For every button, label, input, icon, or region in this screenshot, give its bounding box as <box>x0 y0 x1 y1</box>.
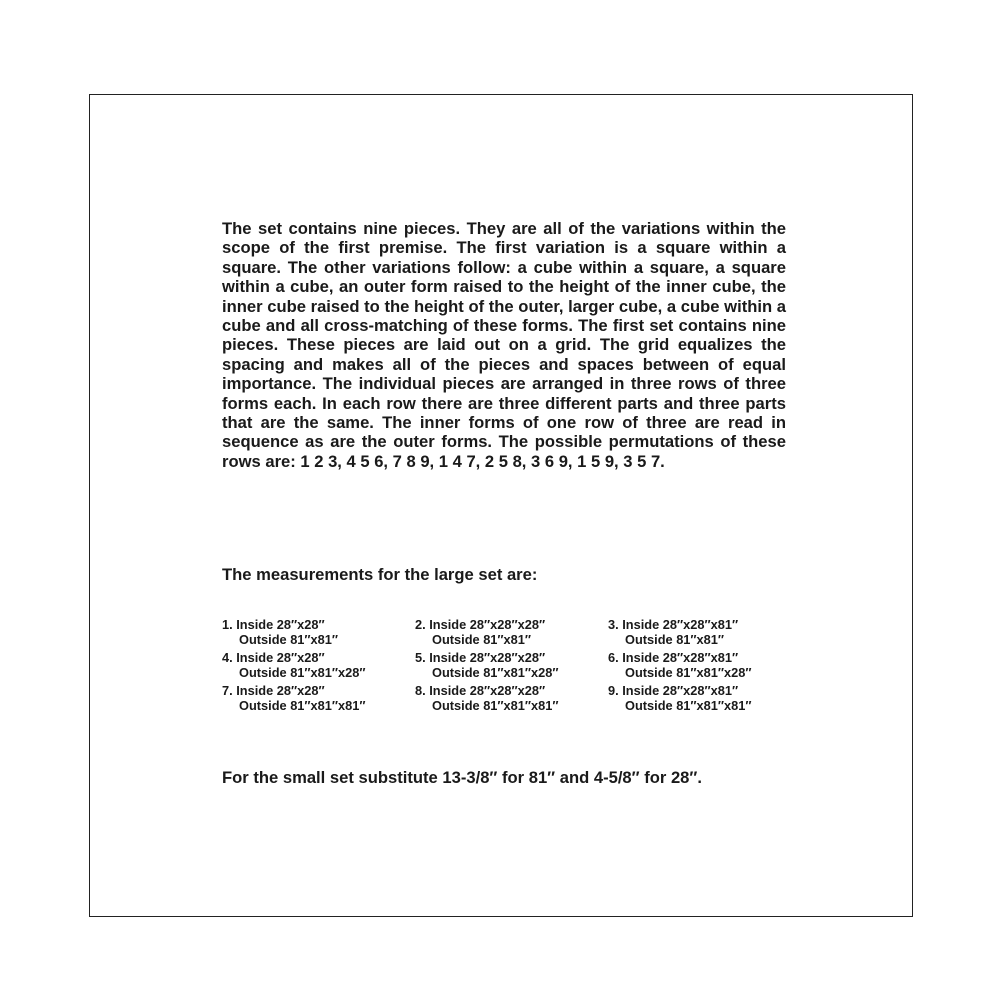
measurement-item <box>415 684 608 717</box>
outside-dimensions: Outside 81″x81″x81″ <box>239 697 366 713</box>
measurement-item <box>608 684 801 717</box>
outside-dimensions: Outside 81″x81″x81″ <box>625 697 752 713</box>
measurement-item <box>222 651 415 684</box>
measurement-item <box>608 651 801 684</box>
measurement-item <box>222 618 415 651</box>
outside-dimensions: Outside 81″x81″x28″ <box>239 664 366 680</box>
small-set-note: For the small set substitute 13-3/8″ for 81″ and 4-5/8″ for 28″. <box>222 768 702 787</box>
measurement-item <box>415 651 608 684</box>
measurements-row <box>222 618 802 651</box>
outside-dimensions: Outside 81″x81″x28″ <box>625 664 752 680</box>
measurements-grid <box>222 618 802 717</box>
measurements-heading: The measurements for the large set are: <box>222 565 538 584</box>
inside-dimensions: 1. Inside 28″x28″ <box>222 617 325 632</box>
measurements-row <box>222 651 802 684</box>
inside-dimensions: 5. Inside 28″x28″x28″ <box>415 650 546 665</box>
page-border <box>89 94 913 917</box>
inside-dimensions: 8. Inside 28″x28″x28″ <box>415 683 546 698</box>
measurement-item <box>415 618 608 651</box>
inside-dimensions: 3. Inside 28″x28″x81″ <box>608 617 739 632</box>
outside-dimensions: Outside 81″x81″ <box>625 631 725 647</box>
measurement-item <box>608 618 801 651</box>
outside-dimensions: Outside 81″x81″x81″ <box>432 697 559 713</box>
inside-dimensions: 6. Inside 28″x28″x81″ <box>608 650 739 665</box>
outside-dimensions: Outside 81″x81″ <box>432 631 532 647</box>
inside-dimensions: 4. Inside 28″x28″ <box>222 650 325 665</box>
outside-dimensions: Outside 81″x81″x28″ <box>432 664 559 680</box>
intro-paragraph: The set contains nine pieces. They are all of the variations within the scope of the first premise. The first variation is a square within a square. The other variations follow: a cube within a square, a square within a cube, an outer form raised to the height of the inner cube, the inner cube raised to the height of the outer, larger cube, a cube within a cube and all cross-matching of these forms. The first set contains nine pieces. These pieces are laid out on a grid. The grid equalizes the spacing and makes all of the pieces and spaces between of equal importance. The individual pieces are arranged in three rows of three forms each. In each row there are three different parts and three parts that are the same. The inner forms of one row of three are read in sequence as are the outer forms. The possible permutations of these rows are: 1 2 3, 4 5 6, 7 8 9, 1 4 7, 2 5 8, 3 6 9, 1 5 9, 3 5 7. <box>222 219 786 471</box>
measurements-row <box>222 684 802 717</box>
inside-dimensions: 9. Inside 28″x28″x81″ <box>608 683 739 698</box>
inside-dimensions: 7. Inside 28″x28″ <box>222 683 325 698</box>
inside-dimensions: 2. Inside 28″x28″x28″ <box>415 617 546 632</box>
measurement-item <box>222 684 415 717</box>
outside-dimensions: Outside 81″x81″ <box>239 631 339 647</box>
intro-block <box>222 219 786 471</box>
